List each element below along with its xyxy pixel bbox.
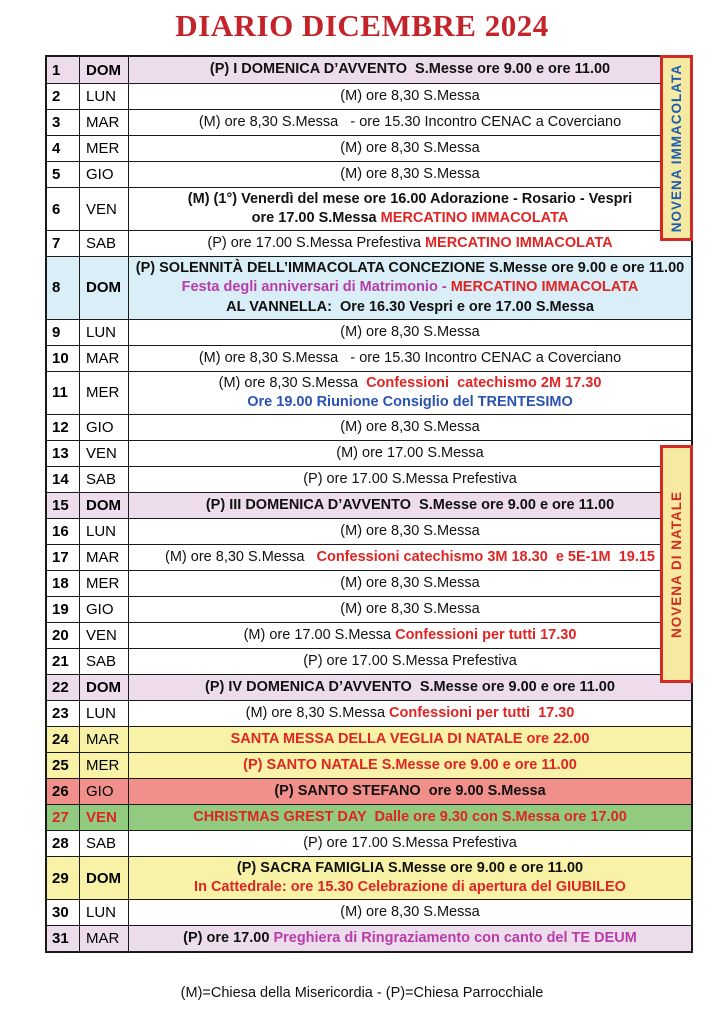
event-line [135,929,685,948]
event-text-segment: CHRISTMAS GREST DAY Dalle ore 9.30 con S.Messa ore 17.00 [193,808,627,825]
table-row [47,899,691,925]
event-text-segment: MERCATINO IMMACOLATA [424,235,613,252]
event-line [135,626,685,645]
day-number: 23 [47,701,80,726]
day-name: GIO [80,162,129,187]
table-row [47,726,691,752]
day-name: GIO [80,779,129,804]
day-name: MAR [80,727,129,752]
event-text-segment: Festa degli anniversari di Matrimonio - [181,279,451,296]
event-cell [129,57,691,83]
event-cell [129,926,691,951]
table-row [47,187,691,230]
event-text-segment: (P) ore 17.00 S.Messa Prefestiva [303,652,517,669]
event-cell [129,493,691,518]
day-number: 21 [47,649,80,674]
table-row [47,492,691,518]
event-cell [129,831,691,856]
event-line [135,418,685,437]
event-cell [129,467,691,492]
table-row [47,371,691,414]
table-row [47,700,691,726]
day-number: 30 [47,900,80,925]
day-number: 13 [47,441,80,466]
day-number: 26 [47,779,80,804]
event-line [135,444,685,463]
day-name: LUN [80,900,129,925]
table-row [47,57,691,83]
event-text-segment: (M) (1°) Venerdì del mese ore 16.00 Adorazione - Rosario - Vespri [187,191,633,207]
day-number: 9 [47,320,80,345]
event-line [135,808,685,827]
event-text-segment: (M) ore 8,30 S.Messa - ore 15.30 Incontro CENAC a Coverciano [198,349,622,366]
event-text-segment: (M) ore 8,30 S.Messa [340,165,480,182]
event-cell [129,372,691,414]
event-text-segment: (P) SANTO STEFANO ore 9.00 S.Messa [274,782,546,799]
day-name: DOM [80,675,129,700]
event-line [135,87,685,106]
event-text-segment: (M) ore 8,30 S.Messa [340,600,480,617]
day-number: 6 [47,188,80,230]
day-number: 28 [47,831,80,856]
day-number: 7 [47,231,80,256]
event-cell [129,162,691,187]
table-row [47,319,691,345]
event-cell [129,900,691,925]
day-name: DOM [80,493,129,518]
event-text-segment: Confessioni catechismo 2M 17.30 [366,374,602,391]
event-line [135,548,685,567]
event-line [135,165,685,184]
event-text-segment: MERCATINO IMMACOLATA [450,279,639,296]
event-text-segment: (P) I DOMENICA D’AVVENTO S.Messe ore 9.00 e ore 11.00 [209,61,611,78]
event-line [135,782,685,801]
day-number: 16 [47,519,80,544]
event-cell [129,545,691,570]
event-text-segment: (P) SANTO NATALE S.Messe ore 9.00 e ore 11.00 [243,756,577,773]
table-row [47,674,691,700]
day-name: LUN [80,701,129,726]
table-row [47,856,691,899]
calendar-table [45,55,693,953]
novena-banner-label: NOVENA DI NATALE [669,490,684,638]
event-text-segment: Confessioni per tutti 17.30 [389,704,575,721]
event-cell [129,519,691,544]
event-cell [129,753,691,778]
event-cell [129,649,691,674]
day-number: 14 [47,467,80,492]
day-number: 25 [47,753,80,778]
event-cell [129,597,691,622]
day-number: 12 [47,415,80,440]
day-number: 10 [47,346,80,371]
event-cell [129,623,691,648]
table-row [47,256,691,318]
day-name: SAB [80,649,129,674]
page-title: DIARIO DICEMBRE 2024 [175,8,549,43]
event-line [135,278,685,297]
table-row [47,752,691,778]
event-text-segment: (M) ore 8,30 S.Messa [340,522,480,539]
day-number: 31 [47,926,80,951]
table-row [47,778,691,804]
day-name: VEN [80,441,129,466]
day-number: 29 [47,857,80,899]
event-cell [129,857,691,899]
day-number: 8 [47,257,80,318]
event-line [135,704,685,723]
event-text-segment: (M) ore 8,30 S.Messa - ore 15.30 Incontro CENAC a Coverciano [198,113,622,130]
day-number: 20 [47,623,80,648]
event-text-segment: (P) ore 17.00 [183,930,274,947]
table-row [47,230,691,256]
event-line [135,190,685,209]
event-text-segment: (M) ore 17.00 S.Messa [336,444,484,461]
table-row [47,830,691,856]
day-name: DOM [80,57,129,83]
event-cell [129,257,691,318]
event-line [135,209,685,228]
legend-footer: (M)=Chiesa della Misericordia - (P)=Chiesa Parrocchiale [180,985,544,1001]
day-name: MAR [80,110,129,135]
event-text-segment: (P) ore 17.00 S.Messa Prefestiva [207,235,425,252]
day-number: 19 [47,597,80,622]
day-number: 5 [47,162,80,187]
novena-banner-label: NOVENA IMMACOLATA [669,63,684,233]
day-name: DOM [80,857,129,899]
table-row [47,596,691,622]
event-cell [129,84,691,109]
event-line [135,678,685,697]
event-text-segment: (M) ore 8,30 S.Messa [340,574,480,591]
day-number: 17 [47,545,80,570]
event-text-segment: Confessioni catechismo 3M 18.30 e 5E-1M 19.15 [316,548,655,565]
event-cell [129,320,691,345]
day-name: VEN [80,805,129,830]
table-row [47,466,691,492]
day-name: MAR [80,346,129,371]
event-text-segment: Preghiera di Ringraziamento con canto del TE DEUM [273,930,637,947]
table-row [47,648,691,674]
event-text-segment: ore 17.00 S.Messa [251,210,381,227]
day-name: GIO [80,415,129,440]
event-text-segment: (M) ore 8,30 S.Messa [245,704,390,721]
event-cell [129,805,691,830]
event-line [135,496,685,515]
day-name: MER [80,753,129,778]
table-row [47,440,691,466]
event-line [135,349,685,368]
event-line [135,652,685,671]
day-name: MAR [80,926,129,951]
day-name: VEN [80,623,129,648]
day-number: 22 [47,675,80,700]
day-number: 1 [47,57,80,83]
event-line [135,470,685,489]
day-name: MER [80,136,129,161]
event-cell [129,441,691,466]
event-cell [129,231,691,256]
event-cell [129,571,691,596]
day-number: 18 [47,571,80,596]
event-line [135,730,685,749]
day-name: DOM [80,257,129,318]
event-text-segment: (M) ore 8,30 S.Messa [340,323,480,340]
event-text-segment: Confessioni per tutti 17.30 [395,626,577,643]
day-name: VEN [80,188,129,230]
day-name: GIO [80,597,129,622]
day-number: 3 [47,110,80,135]
day-name: LUN [80,320,129,345]
event-text-segment: (P) ore 17.00 S.Messa Prefestiva [303,470,517,487]
event-text-segment: (P) III DOMENICA D’AVVENTO S.Messe ore 9.00 e ore 11.00 [205,496,615,513]
table-row [47,109,691,135]
table-row [47,161,691,187]
event-line [135,859,685,878]
day-number: 15 [47,493,80,518]
event-line [135,756,685,775]
event-cell [129,701,691,726]
event-text-segment: In Cattedrale: ore 15.30 Celebrazione di apertura del GIUBILEO [194,879,626,895]
day-number: 24 [47,727,80,752]
event-text-segment: (P) SOLENNITÀ DELL’IMMACOLATA CONCEZIONE S.Messe ore 9.00 e ore 11.00 [135,260,685,277]
event-line [135,574,685,593]
table-row [47,570,691,596]
novena-banner [660,55,693,241]
day-name: MER [80,372,129,414]
table-row [47,804,691,830]
event-line [135,393,685,412]
table-row [47,83,691,109]
event-cell [129,110,691,135]
day-name: LUN [80,519,129,544]
event-cell [129,415,691,440]
event-text-segment: MERCATINO IMMACOLATA [380,210,569,227]
event-text-segment: Ore 19.00 Riunione Consiglio del TRENTESIMO [247,393,573,410]
event-cell [129,675,691,700]
event-line [135,298,685,317]
table-row [47,135,691,161]
day-name: SAB [80,467,129,492]
table-row [47,518,691,544]
event-cell [129,346,691,371]
event-line [135,113,685,132]
event-line [135,903,685,922]
day-number: 11 [47,372,80,414]
event-line [135,323,685,342]
event-cell [129,136,691,161]
event-text-segment: (M) ore 8,30 S.Messa [340,87,480,104]
day-name: MAR [80,545,129,570]
event-text-segment: (M) ore 17.00 S.Messa [243,626,396,643]
day-number: 27 [47,805,80,830]
event-line [135,259,685,278]
table-row [47,622,691,648]
event-cell [129,188,691,230]
day-name: MER [80,571,129,596]
table-row [47,544,691,570]
day-name: SAB [80,231,129,256]
event-text-segment: (P) IV DOMENICA D’AVVENTO S.Messe ore 9.00 e ore 11.00 [205,678,615,695]
event-text-segment: (M) ore 8,30 S.Messa [340,418,480,435]
event-text-segment: (M) ore 8,30 S.Messa [165,548,317,565]
event-cell [129,779,691,804]
event-text-segment: SANTA MESSA DELLA VEGLIA DI NATALE ore 22.00 [230,730,590,747]
novena-banner [660,445,693,683]
event-text-segment: (M) ore 8,30 S.Messa [340,139,480,156]
day-name: LUN [80,84,129,109]
event-line [135,522,685,541]
event-line [135,234,685,253]
day-number: 4 [47,136,80,161]
event-text-segment: (M) ore 8,30 S.Messa [340,904,480,921]
table-row [47,345,691,371]
event-line [135,60,685,79]
event-text-segment: (P) ore 17.00 S.Messa Prefestiva [303,834,517,851]
day-name: SAB [80,831,129,856]
event-line [135,878,685,897]
event-line [135,374,685,393]
event-line [135,600,685,619]
day-number: 2 [47,84,80,109]
event-cell [129,727,691,752]
event-line [135,834,685,853]
event-text-segment: (M) ore 8,30 S.Messa [218,374,367,391]
event-text-segment: AL VANNELLA: Ore 16.30 Vespri e ore 17.00 S.Messa [226,298,594,315]
table-row [47,925,691,951]
event-line [135,139,685,158]
event-text-segment: (P) SACRA FAMIGLIA S.Messe ore 9.00 e ore 11.00 [236,859,584,876]
table-row [47,414,691,440]
